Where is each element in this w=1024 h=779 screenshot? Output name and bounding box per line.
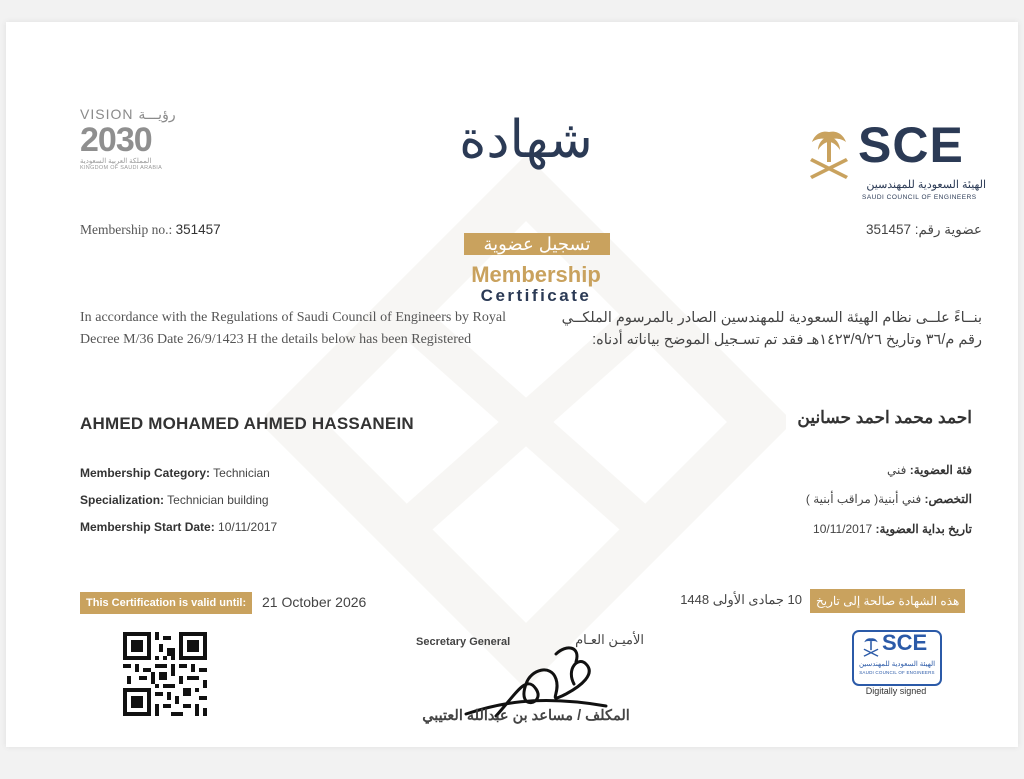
membership-number-en-label: Membership no.: [80, 222, 173, 237]
vision-2030-logo [80, 106, 200, 196]
validity-label-ar: هذه الشهادة صالحة إلى تاريخ [810, 589, 965, 613]
vision-line1: VISION رؤيـــة [80, 106, 176, 122]
detail-label: Specialization: [80, 493, 165, 507]
detail-value: Technician [213, 466, 270, 480]
sce-logo-text: SCE [858, 117, 964, 173]
certificate-title-membership: Membership [471, 262, 601, 287]
member-name-en: AHMED MOHAMED AHMED HASSANEIN [80, 414, 414, 433]
regulation-paragraph-en: In accordance with the Regulations of Saudi Council of Engineers by Royal Decree M/36 Date 26/9/1423 H the details below has been Registered [80, 310, 506, 347]
detail-category-ar [646, 463, 972, 477]
detail-label: Membership Start Date: [80, 520, 215, 534]
detail-start-date-en [80, 520, 277, 534]
stamp-english: SAUDI COUNCIL OF ENGINEERS [859, 670, 935, 675]
detail-label: فئة العضوية: [909, 463, 972, 477]
digitally-signed-caption: Digitally signed [865, 686, 927, 696]
vision-year: 2030 [80, 121, 152, 159]
detail-value: 10/11/2017 [218, 520, 278, 534]
member-name-ar: احمد محمد احمد حسانين [797, 408, 972, 427]
detail-label: التخصص: [924, 492, 972, 506]
membership-number-en-value: 351457 [175, 222, 221, 237]
qr-code[interactable] [123, 632, 207, 716]
detail-value: Technician building [167, 493, 269, 507]
detail-specialization-en [80, 493, 269, 507]
vision-english: KINGDOM OF SAUDI ARABIA [80, 165, 163, 171]
detail-value: 10/11/2017 [813, 522, 873, 536]
validity-date-ar: 10 جمادى الأولى 1448 [680, 592, 802, 607]
sce-logo-english: SAUDI COUNCIL OF ENGINEERS [862, 194, 977, 201]
detail-label: تاريخ بداية العضوية: [875, 522, 972, 536]
membership-number-ar-label: عضوية رقم: [914, 222, 982, 237]
stamp-text: SCE [882, 630, 928, 655]
detail-start-date-ar [646, 522, 972, 536]
validity-date-en: 21 October 2026 [262, 594, 367, 610]
validity-label-en: This Certification is valid until: [80, 592, 252, 614]
membership-number-ar [806, 222, 982, 238]
detail-value: فني [887, 463, 907, 477]
palm-swords-icon [806, 128, 852, 180]
secretary-general-ar: الأميـن العـام [575, 632, 644, 647]
certificate [6, 22, 1018, 747]
detail-category-en [80, 466, 270, 480]
palm-swords-icon [862, 636, 880, 658]
stamp-arabic: الهيئة السعودية للمهندسين [858, 661, 936, 668]
sce-digital-stamp [852, 630, 942, 686]
detail-value: فني أبنية( مراقب أبنية ) [805, 492, 922, 506]
sce-logo-arabic: الهيئة السعودية للمهندسين [866, 179, 986, 191]
regulation-paragraph-ar: بنــاءً علــى نظام الهيئة السعودية للمهندسين الصادر بالمرسوم الملكــي رقم م/٣٦ وتاريخ ١٤٢٣/٩/٢٦هـ فقد تم تسـجيل الموضح بياناته أدناه: [561, 310, 982, 348]
certificate-subtitle-arabic: تسجيل عضوية [464, 233, 610, 255]
vision-arabic: المملكة العربية السعودية [80, 158, 152, 165]
certificate-title-certificate: Certificate [480, 286, 592, 305]
detail-specialization-ar [646, 492, 972, 506]
signer-name-ar: المكلف / مساعد بن عبدالله العتيبي [422, 708, 630, 724]
membership-number-ar-value: 351457 [865, 222, 912, 237]
membership-number-en [80, 222, 221, 238]
detail-label: Membership Category: [80, 466, 211, 480]
certificate-title-arabic: شهادة [459, 110, 593, 170]
secretary-general-en: Secretary General [416, 636, 511, 648]
sce-logo [806, 117, 996, 212]
